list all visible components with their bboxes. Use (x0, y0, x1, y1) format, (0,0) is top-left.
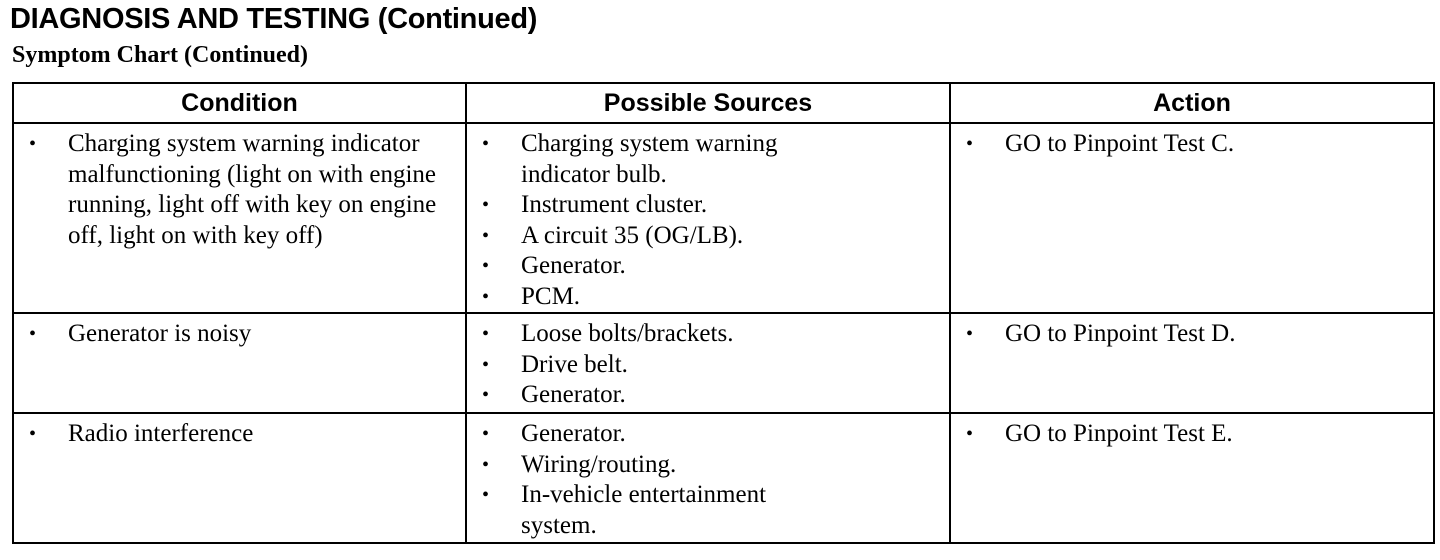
bullet-icon: • (966, 133, 974, 155)
sources-list (467, 414, 949, 541)
bullet-icon: • (482, 255, 490, 277)
condition-cell (13, 313, 466, 413)
list-item (467, 350, 949, 381)
bullet-icon: • (482, 224, 490, 247)
symptom-chart-table (12, 82, 1435, 544)
source-text: Generator. (521, 381, 626, 408)
source-text: Wiring/routing. (521, 450, 677, 478)
condition-list (14, 314, 465, 350)
bullet-icon: • (29, 323, 37, 345)
list-item (467, 221, 949, 252)
bullet-icon: • (29, 133, 37, 155)
bullet-icon: • (482, 285, 490, 308)
list-item (951, 129, 1433, 160)
list-item (951, 419, 1433, 450)
condition-text: Radio interference (68, 420, 254, 447)
list-item (467, 282, 949, 313)
condition-text: Generator is noisy (68, 320, 252, 347)
sources-list (467, 124, 949, 312)
list-item (467, 480, 949, 541)
bullet-icon: • (482, 423, 490, 445)
source-text: In-vehicle entertainment system. (521, 481, 767, 539)
source-text: Loose bolts/brackets. (521, 320, 734, 347)
source-text: Instrument cluster. (521, 191, 708, 218)
bullet-icon: • (482, 353, 490, 376)
list-item (467, 419, 949, 450)
column-header-possible-sources: Possible Sources (466, 83, 950, 123)
sources-list (467, 314, 949, 411)
column-header-action: Action (950, 83, 1434, 123)
bullet-icon: • (482, 194, 490, 216)
list-item (14, 319, 465, 350)
bullet-icon: • (482, 323, 490, 345)
action-list (951, 414, 1433, 450)
sources-cell (466, 413, 950, 543)
bullet-icon: • (482, 133, 490, 155)
list-item (467, 129, 949, 190)
bullet-icon: • (482, 453, 490, 476)
table-row (13, 313, 1434, 413)
action-text: GO to Pinpoint Test C. (1005, 130, 1235, 157)
list-item (467, 190, 949, 221)
sources-cell (466, 313, 950, 413)
page-title: DIAGNOSIS AND TESTING (Continued) (10, 3, 538, 35)
list-item (14, 419, 465, 450)
list-item (467, 380, 949, 411)
action-list (951, 314, 1433, 350)
action-text: GO to Pinpoint Test E. (1005, 420, 1233, 447)
condition-cell (13, 123, 466, 313)
condition-list (14, 414, 465, 450)
source-text: Charging system warning indicator bulb. (521, 130, 778, 188)
bullet-icon: • (482, 384, 490, 406)
condition-cell (13, 413, 466, 543)
source-text: Drive belt. (521, 350, 628, 378)
list-item (467, 319, 949, 350)
list-item (951, 319, 1433, 350)
column-header-condition: Condition (13, 83, 466, 123)
list-item (14, 129, 465, 251)
table-row (13, 413, 1434, 543)
source-text: A circuit 35 (OG/LB). (521, 221, 744, 249)
action-cell (950, 413, 1434, 543)
condition-list (14, 124, 465, 251)
bullet-icon: • (29, 423, 37, 445)
table-header-row (13, 83, 1434, 123)
sources-cell (466, 123, 950, 313)
page-subtitle: Symptom Chart (Continued) (12, 42, 309, 68)
bullet-icon: • (966, 423, 974, 445)
bullet-icon: • (966, 323, 974, 345)
source-text: Generator. (521, 420, 626, 447)
source-text: Generator. (521, 252, 626, 279)
list-item (467, 251, 949, 282)
list-item (467, 450, 949, 481)
action-list (951, 124, 1433, 160)
condition-text: Charging system warning indicator malfunctioning (light on with engine running, light off with key on engine off, light on with key off) (68, 130, 437, 249)
table-row (13, 123, 1434, 313)
action-cell (950, 123, 1434, 313)
bullet-icon: • (482, 484, 490, 506)
source-text: PCM. (521, 282, 581, 310)
action-text: GO to Pinpoint Test D. (1005, 320, 1236, 347)
action-cell (950, 313, 1434, 413)
